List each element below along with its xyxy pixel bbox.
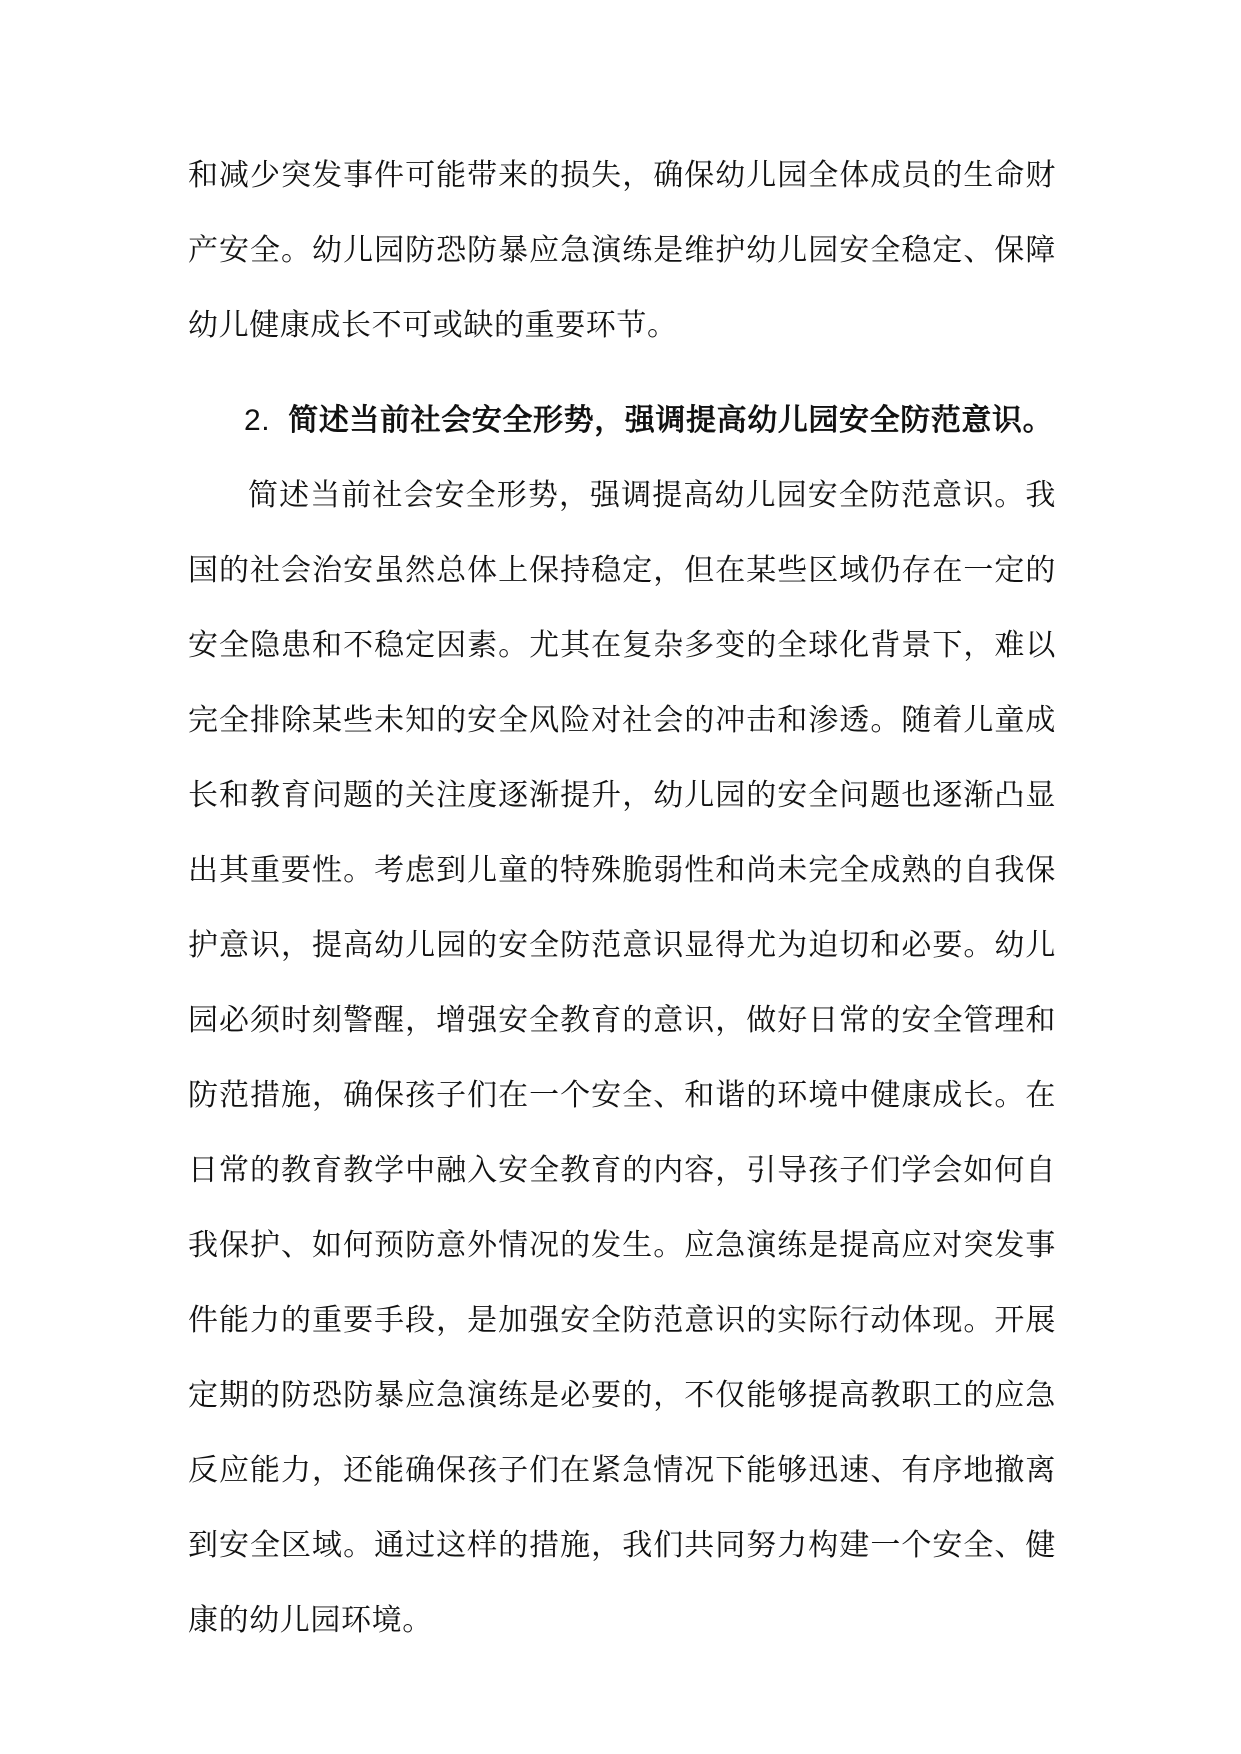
body-paragraph: 简述当前社会安全形势，强调提高幼儿园安全防范意识。我国的社会治安虽然总体上保持稳定，但在某些区域仍存在一定的安全隐患和不稳定因素。尤其在复杂多变的全球化背景下，难以完全排除某些未知的安全风险对社会的冲击和渗透。随着儿童成长和教育问题的关注度逐渐提升，幼儿园的安全问题也逐渐凸显出其重要性。考虑到儿童的特殊脆弱性和尚未完全成熟的自我保护意识，提高幼儿园的安全防范意识显得尤为迫切和必要。幼儿园必须时刻警醒，增强安全教育的意识，做好日常的安全管理和防范措施，确保孩子们在一个安全、和谐的环境中健康成长。在日常的教育教学中融入安全教育的内容，引导孩子们学会如何自我保护、如何预防意外情况的发生。应急演练是提高应对突发事件能力的重要手段，是加强安全防范意识的实际行动体现。开展定期的防恐防暴应急演练是必要的，不仅能够提高教职工的应急反应能力，还能确保孩子们在紧急情况下能够迅速、有序地撤离到安全区域。通过这样的措施，我们共同努力构建一个安全、健康的幼儿园环境。 — [188, 478, 1056, 1638]
section-title: 简述当前社会安全形势，强调提高幼儿园安全防范意识。 — [288, 403, 1054, 438]
section-heading — [188, 383, 1056, 458]
section-number: 2. — [244, 404, 271, 437]
document-content — [188, 138, 1056, 1658]
continuation-paragraph: 和减少突发事件可能带来的损失，确保幼儿园全体成员的生命财产安全。幼儿园防恐防暴应急演练是维护幼儿园安全稳定、保障幼儿健康成长不可或缺的重要环节。 — [188, 158, 1056, 343]
